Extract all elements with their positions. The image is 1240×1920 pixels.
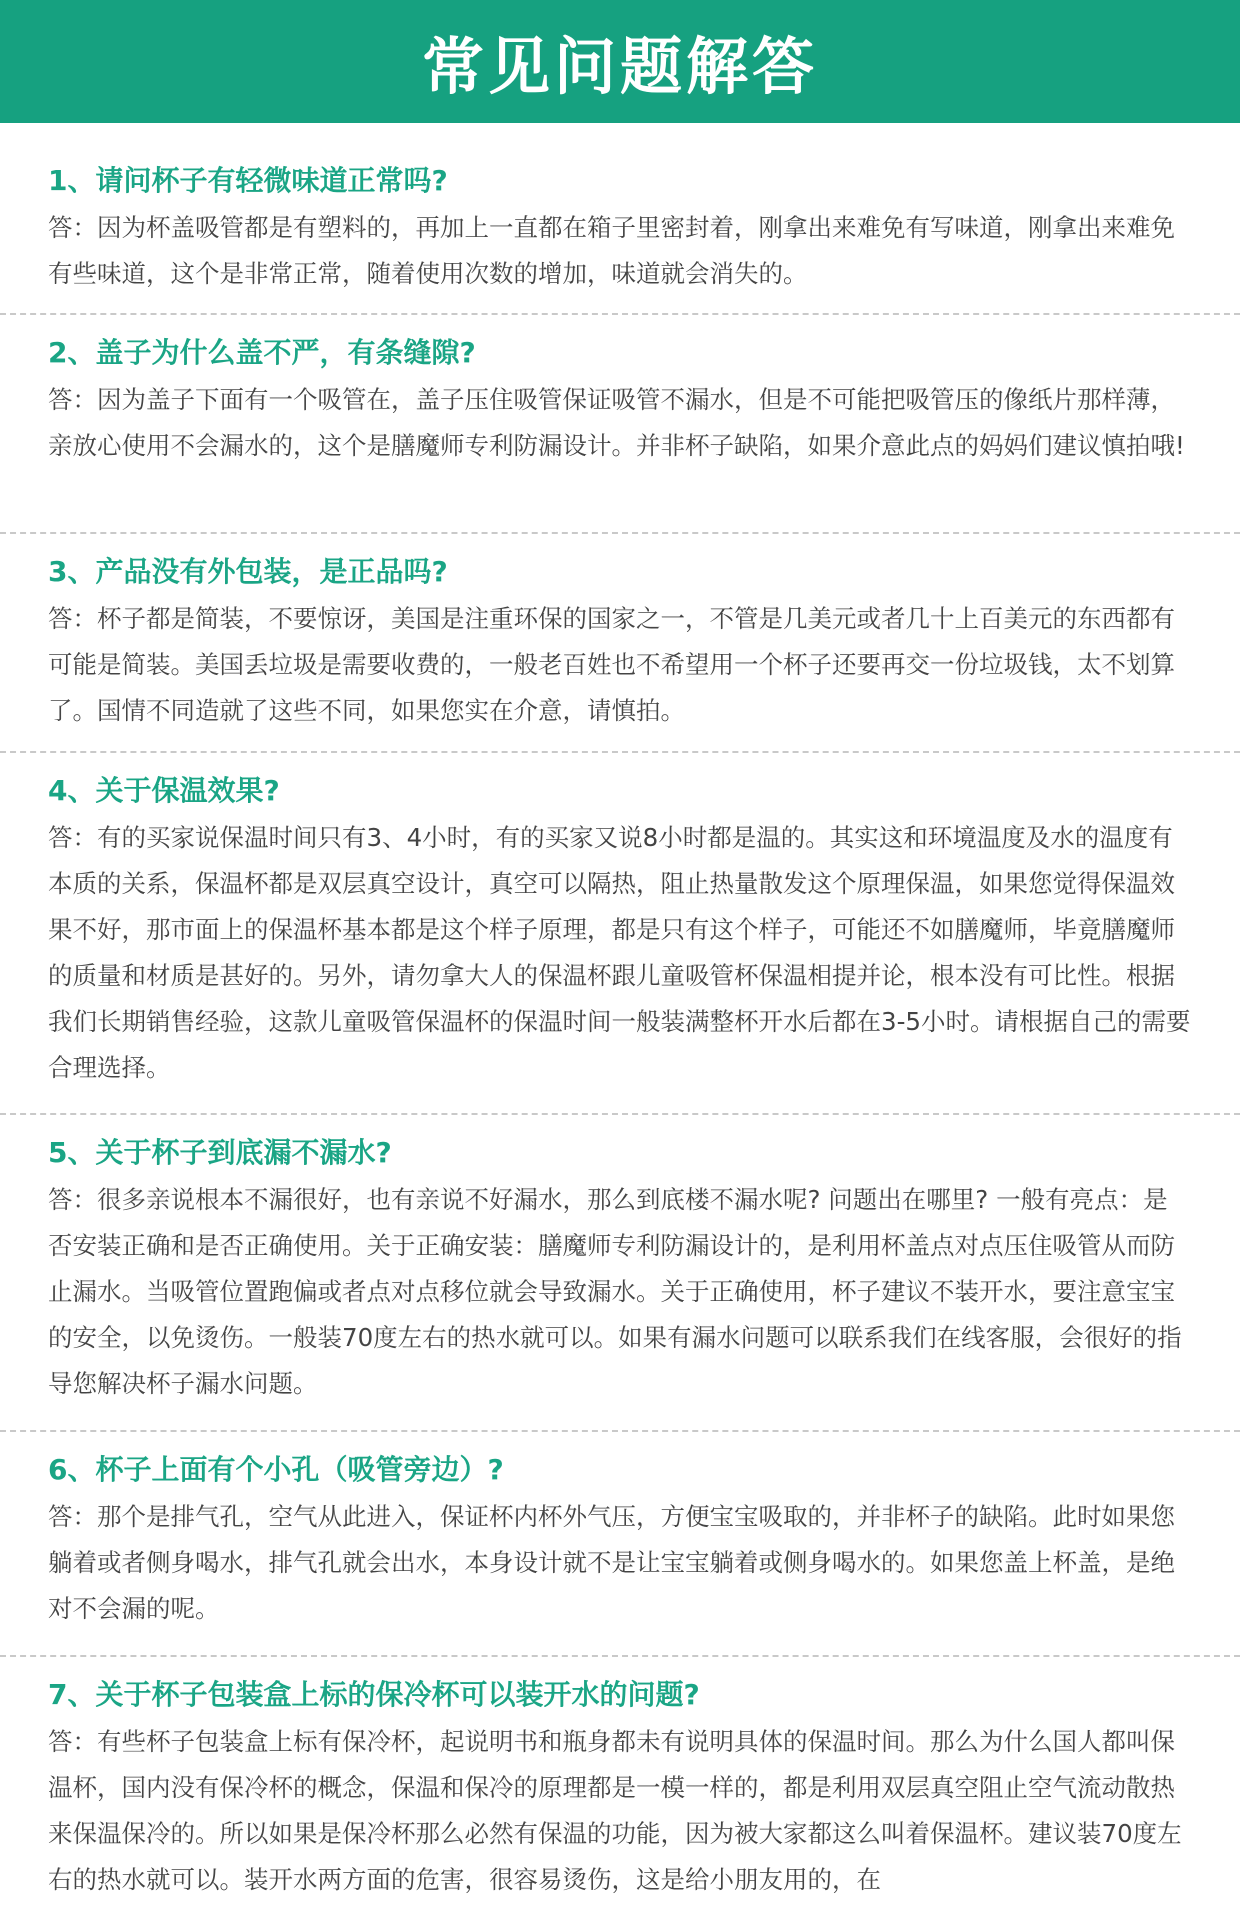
faq-answer: 答：因为盖子下面有一个吸管在，盖子压住吸管保证吸管不漏水，但是不可能把吸管压的像纸片那样薄，亲放心使用不会漏水的，这个是膳魔师专利防漏设计。并非杯子缺陷，如果介意此点的妈妈们建议慎拍哦!: [48, 385, 1185, 460]
faq-item-2: [48, 333, 1192, 469]
faq-question: 1、请问杯子有轻微味道正常吗?: [48, 164, 448, 197]
faq-answer: 答：有些杯子包装盒上标有保冷杯，起说明书和瓶身都未有说明具体的保温时间。那么为什么国人都叫保温杯，国内没有保冷杯的概念，保温和保冷的原理都是一模一样的，都是利用双层真空阻止空气流动散热来保温保冷的。所以如果是保冷杯那么必然有保温的功能，因为被大家都这么叫着保温杯。建议装70度左右的热水就可以。装开水两方面的危害，很容易烫伤，这是给小朋友用的，在: [48, 1727, 1182, 1894]
divider: [0, 1430, 1240, 1432]
page-header: [0, 0, 1240, 123]
divider: [0, 1113, 1240, 1115]
faq-question: 5、关于杯子到底漏不漏水?: [48, 1136, 392, 1169]
faq-item-5: [48, 1133, 1192, 1407]
divider: [0, 1655, 1240, 1657]
faq-question: 3、产品没有外包装，是正品吗?: [48, 555, 448, 588]
faq-answer: 答：很多亲说根本不漏很好，也有亲说不好漏水，那么到底楼不漏水呢? 问题出在哪里? 一般有亮点：是否安装正确和是否正确使用。关于正确安装：膳魔师专利防漏设计的，是利用杯盖点对点压住吸管从而防止漏水。当吸管位置跑偏或者点对点移位就会导致漏水。关于正确使用，杯子建议不装开水，要注意宝宝的安全，以免烫伤。一般装70度左右的热水就可以。如果有漏水问题可以联系我们在线客服，会很好的指导您解决杯子漏水问题。: [48, 1185, 1182, 1398]
faq-question: 4、关于保温效果?: [48, 774, 280, 807]
faq-answer: 答：那个是排气孔，空气从此进入，保证杯内杯外气压，方便宝宝吸取的，并非杯子的缺陷。此时如果您躺着或者侧身喝水，排气孔就会出水，本身设计就不是让宝宝躺着或侧身喝水的。如果您盖上杯盖，是绝对不会漏的呢。: [48, 1502, 1175, 1623]
faq-question: 7、关于杯子包装盒上标的保冷杯可以装开水的问题?: [48, 1678, 700, 1711]
faq-item-7: [48, 1675, 1192, 1903]
faq-answer: 答：杯子都是简装，不要惊讶，美国是注重环保的国家之一，不管是几美元或者几十上百美元的东西都有可能是简装。美国丢垃圾是需要收费的，一般老百姓也不希望用一个杯子还要再交一份垃圾钱，太不划算了。国情不同造就了这些不同，如果您实在介意，请慎拍。: [48, 604, 1175, 725]
faq-item-3: [48, 552, 1192, 734]
faq-item-1: [48, 161, 1192, 297]
divider: [0, 313, 1240, 315]
faq-question: 2、盖子为什么盖不严，有条缝隙?: [48, 336, 476, 369]
faq-answer: 答：有的买家说保温时间只有3、4小时，有的买家又说8小时都是温的。其实这和环境温度及水的温度有本质的关系，保温杯都是双层真空设计，真空可以隔热，阻止热量散发这个原理保温，如果您觉得保温效果不好，那市面上的保温杯基本都是这个样子原理，都是只有这个样子，可能还不如膳魔师，毕竟膳魔师的质量和材质是甚好的。另外，请勿拿大人的保温杯跟儿童吸管杯保温相提并论，根本没有可比性。根据我们长期销售经验，这款儿童吸管保温杯的保温时间一般装满整杯开水后都在3-5小时。请根据自己的需要合理选择。: [48, 823, 1191, 1082]
faq-item-4: [48, 771, 1192, 1091]
faq-answer: 答：因为杯盖吸管都是有塑料的，再加上一直都在箱子里密封着，刚拿出来难免有写味道，刚拿出来难免有些味道，这个是非常正常，随着使用次数的增加，味道就会消失的。: [48, 213, 1175, 288]
faq-item-6: [48, 1450, 1192, 1632]
faq-question: 6、杯子上面有个小孔（吸管旁边）?: [48, 1453, 504, 1486]
divider: [0, 751, 1240, 753]
page-title: 常见问题解答: [421, 30, 818, 103]
divider: [0, 532, 1240, 534]
